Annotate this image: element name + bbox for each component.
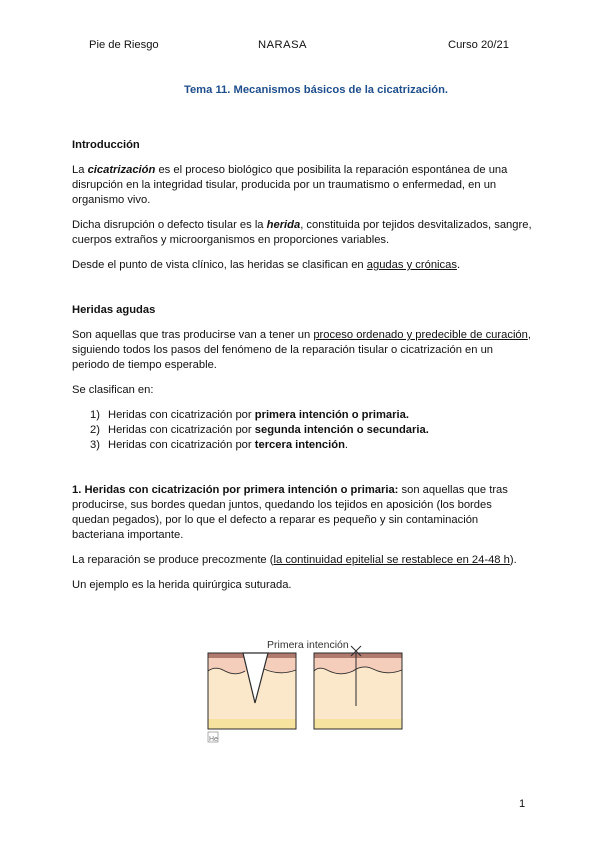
classification-list — [72, 408, 532, 453]
term-herida: herida — [266, 219, 301, 231]
figure-label: Primera intención — [267, 639, 349, 651]
primary-intention-diagram — [205, 636, 405, 748]
page-number: 1 — [519, 798, 526, 810]
intro-heading: Introducción — [72, 139, 140, 151]
underlined-agudas-cronicas: agudas y crónicas — [366, 259, 457, 271]
primary-paragraph-2: La reparación se produce precozmente (la continuidad epitelial se restablece en 24-48 h). — [72, 554, 517, 566]
underlined-proceso: proceso ordenado y predecible de curación — [313, 329, 528, 341]
intro-paragraph-2: Dicha disrupción o defecto tisular es la herida, constituida por tejidos desvitalizados, sangre, cuerpos extraños y microorganismos en proporciones variables. — [72, 219, 532, 246]
figure-tag: He — [209, 736, 218, 743]
primary-heading: 1. Heridas con cicatrización por primera intención o primaria: — [72, 484, 399, 496]
open-wound-block — [208, 653, 296, 729]
acute-paragraph-1: Son aquellas que tras producirse van a tener un proceso ordenado y predecible de curación, siguiendo todos los pasos del fenómeno de la reparación tisular o cicatrización en un periodo de tiempo esperable. — [72, 329, 531, 371]
header-right: Curso 20/21 — [448, 39, 509, 51]
primary-paragraph-1: 1. Heridas con cicatrización por primera intención o primaria: son aquellas que tras producirse, sus bordes quedan juntos, quedando los tejidos en aposición (los bordes quedan pegados), por lo que el defecto a reparar es pequeño y sin contaminación bacteriana importante. — [72, 484, 508, 541]
header-left: Pie de Riesgo — [89, 39, 159, 51]
page-header — [0, 38, 600, 54]
header-center: NARASA — [258, 39, 308, 51]
primary-paragraph-3: Un ejemplo es la herida quirúrgica suturada. — [72, 579, 292, 591]
document-body — [72, 83, 532, 603]
intro-paragraph-1: La cicatrización es el proceso biológico que posibilita la reparación espontánea de una disrupción en la integridad tisular, producida por un traumatismo o enfermedad, en un organismo vivo. — [72, 164, 508, 206]
term-cicatrizacion: cicatrización — [87, 164, 156, 176]
base-band — [314, 719, 402, 729]
epidermis-band — [314, 653, 402, 658]
list-item: 2) Heridas con cicatrización por segunda intención o secundaria. — [90, 424, 429, 436]
list-item: 3) Heridas con cicatrización por tercera intención. — [90, 439, 349, 451]
intro-paragraph-3: Desde el punto de vista clínico, las heridas se clasifican en agudas y crónicas. — [72, 259, 461, 271]
underlined-continuidad: la continuidad epitelial se restablece en 24-48 h — [273, 554, 510, 566]
acute-heading: Heridas agudas — [72, 304, 156, 316]
document-title: Tema 11. Mecanismos básicos de la cicatrización. — [183, 84, 449, 96]
acute-paragraph-2: Se clasifican en: — [72, 384, 154, 396]
list-item: 1) Heridas con cicatrización por primera intención o primaria. — [90, 409, 409, 421]
closed-wound-block — [314, 646, 402, 729]
base-band — [208, 719, 296, 729]
